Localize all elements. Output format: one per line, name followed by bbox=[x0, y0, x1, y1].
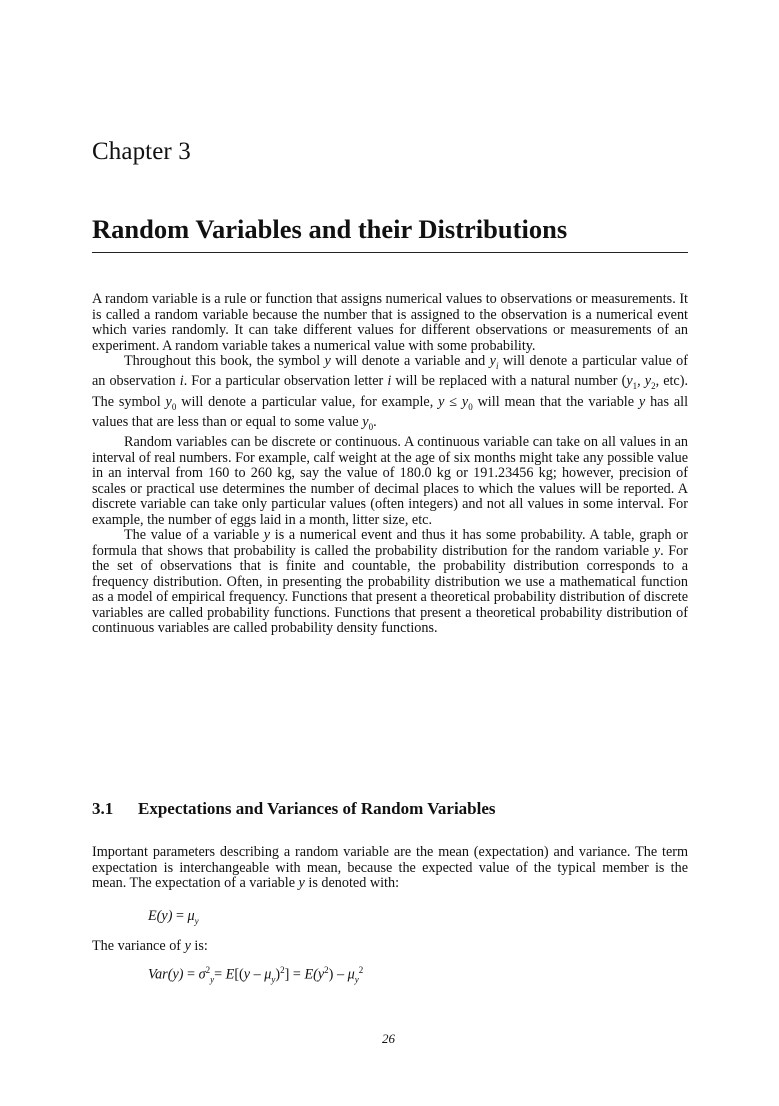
paragraph-3: Random variables can be discrete or continuous. A continuous variable can take on all values in an interval of real numbers. For example, calf weight at the age of six months might take any possible value in an interval from 160 to 260 kg, say the value of 180.0 kg or 191.23456 kg; however, precision of scales or practical use determines the number of decimal places to which the values will be reported. A discrete variable can take only particular values (often integers) and not all values in some interval. For example, the number of eggs laid in a month, litter size, etc. bbox=[92, 434, 688, 528]
variance-equation: $Var(y) = \sigma^2_y= E[(y - \mu_y)^2] = E(y^2) - \mu_y^2$ bbox=[148, 965, 364, 985]
page-number: 26 bbox=[382, 1031, 395, 1046]
section-number: 3.1 bbox=[92, 799, 114, 818]
paragraph-1: A random variable is a rule or function that assigns numerical values to observations or measurements. It is called a random variable because the number that is assigned to the observation is a numerical event which varies randomly. It can take different values for different observations or measurements of an experiment. A random variable takes a numerical value with some probability. bbox=[92, 291, 688, 354]
section-heading bbox=[92, 799, 496, 819]
chapter-intro bbox=[92, 292, 688, 637]
paragraph-4: The value of a variable y is a numerical event and thus it has some probability. A table, graph or formula that shows that probability is called the probability distribution for the random variable y. For the set of observations that is finite and countable, the probability distribution corresponds to a frequency distribution. Often, in presenting the probability distribution we use a mathematical function as a model of empirical frequency. Functions that present a theoretical probability distribution of discrete variables are called probability functions. Functions that present a theoretical probability distribution of continuous variables are called probability density functions. bbox=[92, 527, 688, 637]
paragraph-2: Throughout this book, the symbol y will denote a variable and $y_i$ will denote a particular value of an observation i. For a particular observation letter i will be replaced with a natural number ($y_1$, $y_2$, etc). The symbol $y_0$ will denote a particular value, for example, $y \le y_0$ will mean that the variable y has all values that are less than or equal to some value $y_0$. bbox=[92, 353, 689, 432]
section-title: Expectations and Variances of Random Variables bbox=[138, 799, 496, 818]
variance-label: The variance of y is: bbox=[92, 938, 208, 954]
section-paragraph: Important parameters describing a random variable are the mean (expectation) and variance. The term expectation is interchangeable with mean, because the expected value of the typical member is the mean. The expectation of a variable y is denoted with: bbox=[92, 844, 688, 891]
chapter-label: Chapter 3 bbox=[92, 138, 191, 165]
chapter-title: Random Variables and their Distributions bbox=[92, 213, 688, 253]
expectation-equation: $E(y) = \mu_y$ bbox=[148, 908, 199, 926]
